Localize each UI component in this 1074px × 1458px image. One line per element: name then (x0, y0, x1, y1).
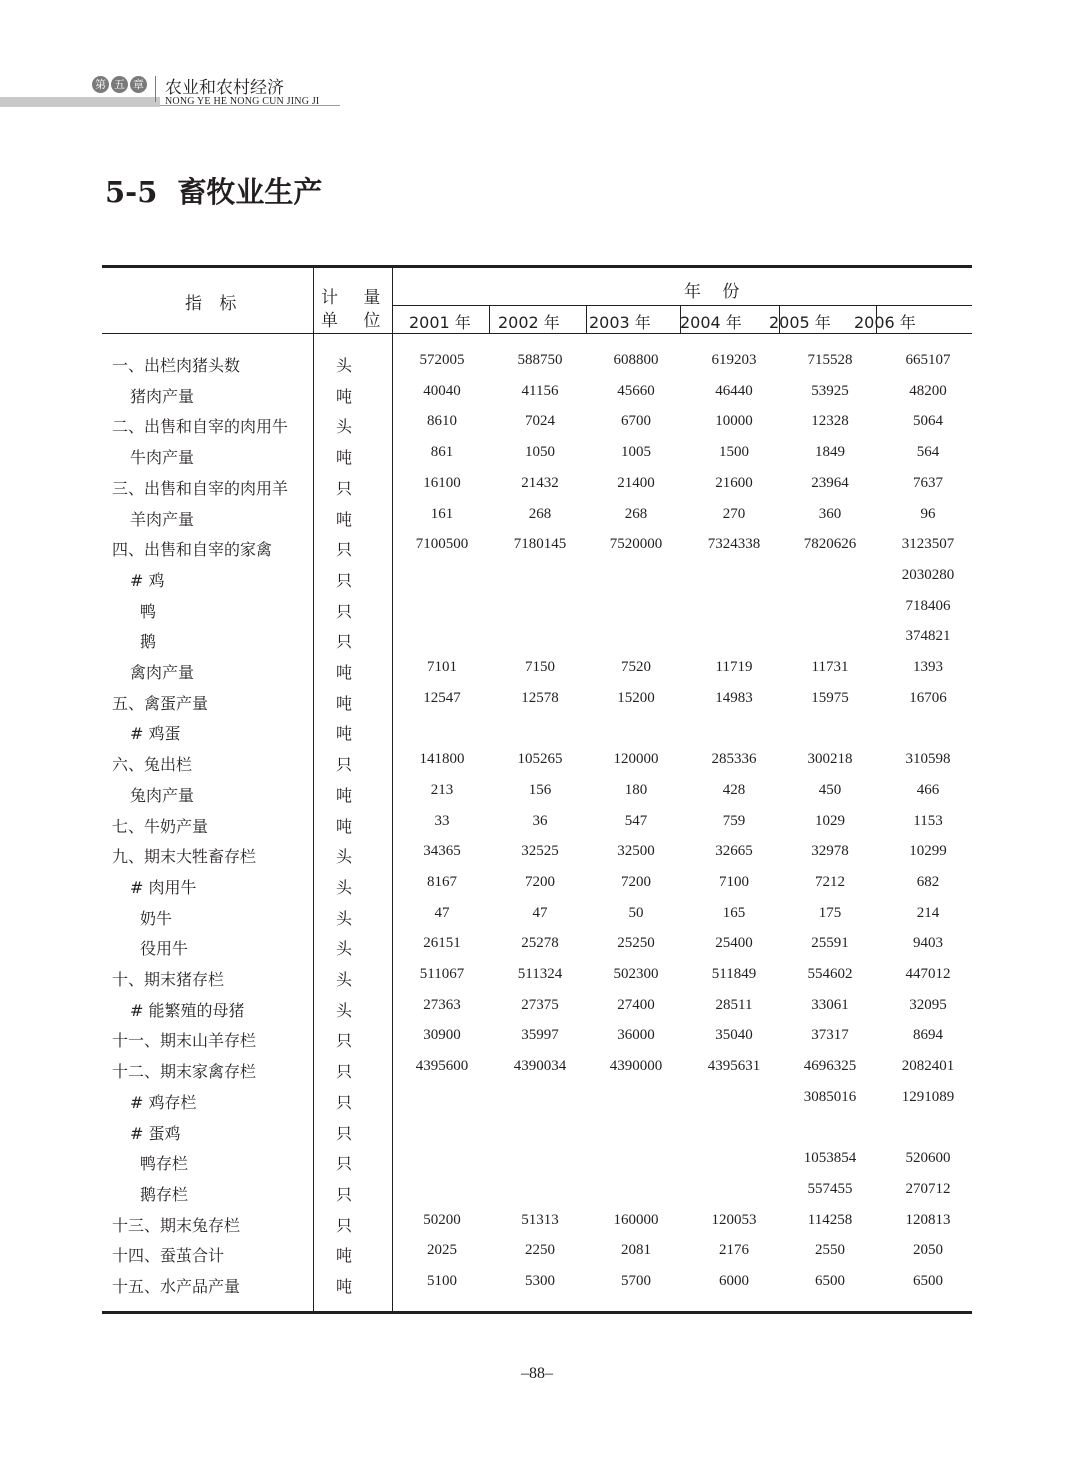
value-cell: 511849 (711, 966, 757, 982)
value-cell: 8694 (913, 1027, 943, 1044)
row-unit: 头 (336, 847, 353, 867)
value-cell: 96 (920, 505, 936, 522)
row-label: 五、禽蛋产量 (112, 693, 209, 713)
row-unit: 只 (336, 540, 353, 560)
value-cell: 32095 (909, 996, 947, 1013)
table-row (0, 1090, 1074, 1120)
row-unit: 只 (336, 570, 353, 590)
year-header: 2003 年 (589, 313, 651, 332)
row-label: # 肉用牛 (130, 877, 197, 897)
year-header: 2004 年 (680, 313, 742, 332)
table-bottom-rule (102, 1311, 972, 1314)
chapter-title: 农业和农村经济 (165, 78, 284, 98)
value-cell: 554602 (807, 966, 853, 982)
value-cell: 10299 (909, 843, 947, 860)
table-row (0, 783, 1074, 813)
table-row (0, 568, 1074, 598)
table-row (0, 384, 1074, 414)
value-cell: 165 (722, 904, 746, 921)
value-cell: 7024 (525, 413, 555, 430)
value-cell: 7101 (427, 659, 457, 675)
row-label: 猪肉产量 (130, 386, 195, 406)
value-cell: 120813 (905, 1211, 951, 1228)
value-cell: 7520000 (609, 536, 663, 553)
row-label: # 能繁殖的母猪 (130, 1000, 245, 1020)
row-label: 十二、期末家禽存栏 (112, 1062, 257, 1082)
row-unit: 吨 (336, 448, 353, 468)
value-cell: 7150 (525, 659, 555, 675)
year-header: 2002 年 (498, 313, 560, 332)
row-unit: 只 (336, 1062, 353, 1082)
value-cell: 47 (434, 904, 450, 921)
value-cell: 4390000 (609, 1058, 663, 1075)
row-label: 七、牛奶产量 (112, 816, 209, 836)
value-cell: 21432 (521, 474, 559, 491)
value-cell: 4395631 (707, 1058, 761, 1075)
value-cell: 2025 (427, 1242, 457, 1259)
value-cell: 608800 (613, 352, 659, 368)
table-row (0, 599, 1074, 629)
value-cell: 27400 (617, 996, 655, 1013)
years-header: 年 份 (684, 282, 748, 302)
value-cell: 50200 (423, 1211, 461, 1228)
row-unit: 只 (336, 1092, 353, 1112)
table-row (0, 1121, 1074, 1151)
value-cell: 32978 (811, 843, 849, 860)
chapter-subtitle: NONG YE HE NONG CUN JING JI (165, 96, 320, 107)
section-name: 畜牧业生产 (177, 175, 323, 209)
unit-header-line2: 单 位 (321, 311, 391, 331)
value-cell: 21400 (617, 474, 655, 491)
value-cell: 300218 (807, 751, 853, 768)
value-cell: 33 (434, 812, 450, 829)
value-cell: 447012 (905, 966, 951, 982)
value-cell: 2081 (621, 1242, 651, 1259)
value-cell: 156 (528, 781, 552, 798)
value-cell: 36000 (617, 1027, 655, 1044)
value-cell: 2050 (913, 1242, 943, 1259)
value-cell: 35997 (521, 1027, 559, 1044)
table-row (0, 1182, 1074, 1212)
value-cell: 270712 (905, 1180, 951, 1197)
row-label: 二、出售和自宰的肉用牛 (112, 417, 289, 437)
header-bar (0, 97, 160, 107)
value-cell: 285336 (711, 751, 757, 768)
row-unit: 吨 (336, 509, 353, 529)
value-cell: 3085016 (803, 1088, 857, 1105)
value-cell: 48200 (909, 382, 947, 399)
row-unit: 头 (336, 939, 353, 959)
value-cell: 7520 (621, 659, 651, 675)
value-cell: 25591 (811, 935, 849, 952)
table-row (0, 445, 1074, 475)
value-cell: 45660 (617, 382, 655, 399)
row-label: 牛肉产量 (130, 448, 195, 468)
table-row (0, 691, 1074, 721)
value-cell: 1153 (913, 812, 943, 829)
value-cell: 511324 (517, 966, 563, 982)
value-cell: 268 (624, 505, 648, 522)
value-cell: 11719 (715, 659, 753, 675)
value-cell: 428 (722, 781, 746, 798)
row-unit: 头 (336, 970, 353, 989)
year-header: 2006 年 (854, 313, 916, 332)
row-unit: 头 (336, 908, 353, 928)
value-cell: 120000 (613, 751, 659, 768)
value-cell: 141800 (419, 751, 465, 768)
table-row (0, 967, 1074, 997)
value-cell: 161 (430, 505, 454, 522)
table-row (0, 1059, 1074, 1089)
row-label: 鸭 (140, 601, 157, 621)
row-unit: 头 (336, 356, 353, 375)
value-cell: 665107 (905, 352, 951, 368)
value-cell: 36 (532, 812, 548, 829)
value-cell: 14983 (715, 689, 753, 706)
row-label: # 鸡 (130, 570, 165, 590)
year-header: 2005 年 (769, 313, 831, 332)
value-cell: 7200 (525, 873, 555, 890)
value-cell: 160000 (613, 1211, 659, 1228)
row-label: 四、出售和自宰的家禽 (112, 540, 273, 560)
chapter-badge: 章 (130, 76, 147, 93)
value-cell: 511067 (419, 966, 465, 982)
value-cell: 12578 (521, 689, 559, 706)
row-label: 十三、期末兔存栏 (112, 1215, 241, 1235)
value-cell: 175 (818, 904, 842, 921)
value-cell: 15200 (617, 689, 655, 706)
row-unit: 只 (336, 478, 353, 498)
value-cell: 502300 (613, 966, 659, 982)
value-cell: 450 (818, 781, 842, 798)
value-cell: 37317 (811, 1027, 849, 1044)
chapter-badges (92, 76, 147, 93)
row-unit: 吨 (336, 1246, 353, 1266)
row-label: 十五、水产品产量 (112, 1277, 241, 1296)
value-cell: 8167 (427, 873, 457, 890)
row-label: 六、兔出栏 (112, 755, 193, 775)
row-label: 十四、蚕茧合计 (112, 1246, 225, 1266)
value-cell: 53925 (811, 382, 849, 399)
row-unit: 吨 (336, 1277, 353, 1296)
chapter-badge: 五 (111, 76, 128, 93)
row-label: # 鸡存栏 (130, 1092, 197, 1112)
value-cell: 41156 (521, 382, 559, 399)
row-unit: 只 (336, 1215, 353, 1235)
value-cell: 1053854 (803, 1150, 857, 1167)
row-label: 九、期末大牲畜存栏 (112, 847, 257, 867)
value-cell: 35040 (715, 1027, 753, 1044)
value-cell: 572005 (419, 352, 465, 368)
row-label: 鸭存栏 (140, 1154, 189, 1174)
value-cell: 1291089 (901, 1088, 955, 1105)
indicator-header: 指 标 (185, 294, 243, 314)
value-cell: 105265 (517, 751, 563, 768)
value-cell: 25250 (617, 935, 655, 952)
value-cell: 32525 (521, 843, 559, 860)
value-cell: 2030280 (901, 566, 955, 583)
section-number: 5-5 (105, 175, 158, 209)
header-divider (155, 76, 156, 102)
value-cell: 15975 (811, 689, 849, 706)
table-row (0, 1213, 1074, 1243)
table-row (0, 906, 1074, 936)
table-row (0, 353, 1074, 383)
table-row (0, 998, 1074, 1028)
row-unit: 只 (336, 1154, 353, 1174)
value-cell: 25278 (521, 935, 559, 952)
row-label: 羊肉产量 (130, 509, 195, 529)
value-cell: 1005 (621, 444, 651, 461)
row-unit: 吨 (336, 386, 353, 406)
value-cell: 120053 (711, 1211, 757, 1228)
value-cell: 6500 (815, 1273, 845, 1289)
value-cell: 2250 (525, 1242, 555, 1259)
value-cell: 27363 (423, 996, 461, 1013)
table-row (0, 1243, 1074, 1273)
value-cell: 40040 (423, 382, 461, 399)
value-cell: 8610 (427, 413, 457, 430)
value-cell: 47 (532, 904, 548, 921)
value-cell: 4390034 (513, 1058, 567, 1075)
row-label: 役用牛 (140, 939, 189, 959)
value-cell: 5300 (525, 1273, 555, 1289)
year-cell-divider (586, 305, 587, 333)
value-cell: 7200 (621, 873, 651, 890)
row-label: # 鸡蛋 (130, 724, 181, 744)
table-row (0, 844, 1074, 874)
value-cell: 26151 (423, 935, 461, 952)
table-row (0, 629, 1074, 659)
table-row (0, 1151, 1074, 1181)
row-unit: 只 (336, 1123, 353, 1143)
year-header-rule (392, 305, 972, 306)
table-row (0, 814, 1074, 844)
value-cell: 619203 (711, 352, 757, 368)
row-label: 三、出售和自宰的肉用羊 (112, 478, 289, 498)
value-cell: 34365 (423, 843, 461, 860)
year-cell-divider (489, 305, 490, 333)
value-cell: 7324338 (707, 536, 761, 553)
value-cell: 23964 (811, 474, 849, 491)
value-cell: 374821 (905, 628, 951, 645)
value-cell: 30900 (423, 1027, 461, 1044)
value-cell: 16100 (423, 474, 461, 491)
value-cell: 2082401 (901, 1058, 955, 1075)
row-unit: 头 (336, 1000, 353, 1020)
value-cell: 1393 (913, 659, 943, 675)
table-top-rule (102, 265, 972, 268)
row-unit: 吨 (336, 724, 353, 744)
section-title (105, 170, 322, 211)
row-unit: 头 (336, 877, 353, 897)
unit-header-line1: 计 量 (321, 288, 391, 308)
row-unit: 只 (336, 1031, 353, 1051)
table-row (0, 936, 1074, 966)
value-cell: 7637 (913, 474, 943, 491)
value-cell: 7100 (719, 873, 749, 890)
value-cell: 557455 (807, 1180, 853, 1197)
value-cell: 718406 (905, 597, 951, 614)
value-cell: 6500 (913, 1273, 943, 1289)
row-label: 鹅存栏 (140, 1184, 189, 1204)
page-number: –88– (521, 1365, 553, 1382)
value-cell: 1050 (525, 444, 555, 461)
value-cell: 3123507 (901, 536, 955, 553)
value-cell: 520600 (905, 1150, 951, 1167)
year-header: 2001 年 (409, 313, 471, 332)
row-unit: 只 (336, 755, 353, 775)
row-label: 十一、期末山羊存栏 (112, 1031, 257, 1051)
value-cell: 7100500 (415, 536, 469, 553)
header-bottom-rule (102, 333, 972, 334)
table-row (0, 476, 1074, 506)
value-cell: 310598 (905, 751, 951, 768)
value-cell: 5700 (621, 1273, 651, 1289)
value-cell: 16706 (909, 689, 947, 706)
value-cell: 7212 (815, 873, 845, 890)
value-cell: 5100 (427, 1273, 457, 1289)
value-cell: 7820626 (803, 536, 857, 553)
value-cell: 11731 (811, 659, 849, 675)
table-row (0, 660, 1074, 690)
value-cell: 46440 (715, 382, 753, 399)
row-unit: 只 (336, 632, 353, 652)
row-unit: 吨 (336, 816, 353, 836)
value-cell: 114258 (807, 1211, 853, 1228)
value-cell: 25400 (715, 935, 753, 952)
table-row (0, 414, 1074, 444)
value-cell: 6000 (719, 1273, 749, 1289)
value-cell: 2550 (815, 1242, 845, 1259)
value-cell: 10000 (715, 413, 753, 430)
row-unit: 吨 (336, 785, 353, 805)
value-cell: 466 (916, 781, 940, 798)
value-cell: 27375 (521, 996, 559, 1013)
value-cell: 12547 (423, 689, 461, 706)
table-row (0, 752, 1074, 782)
row-unit: 只 (336, 1184, 353, 1204)
value-cell: 759 (722, 812, 746, 829)
value-cell: 1849 (815, 444, 845, 461)
row-unit: 头 (336, 417, 353, 437)
table-row (0, 1028, 1074, 1058)
value-cell: 32665 (715, 843, 753, 860)
value-cell: 28511 (715, 996, 753, 1013)
row-label: 十、期末猪存栏 (112, 970, 225, 989)
table-row (0, 875, 1074, 905)
value-cell: 12328 (811, 413, 849, 430)
row-label: 兔肉产量 (130, 785, 195, 805)
row-label: 奶牛 (140, 908, 173, 928)
chapter-badge: 第 (92, 76, 109, 93)
value-cell: 588750 (517, 352, 563, 368)
value-cell: 7180145 (513, 536, 567, 553)
value-cell: 682 (916, 873, 940, 890)
row-unit: 只 (336, 601, 353, 621)
row-label: 一、出栏肉猪头数 (112, 356, 241, 375)
row-unit: 吨 (336, 663, 353, 682)
row-unit: 吨 (336, 693, 353, 713)
value-cell: 4395600 (415, 1058, 469, 1075)
table-row (0, 721, 1074, 751)
value-cell: 32500 (617, 843, 655, 860)
value-cell: 268 (528, 505, 552, 522)
value-cell: 2176 (719, 1242, 749, 1259)
row-label: 鹅 (140, 632, 157, 652)
value-cell: 1500 (719, 444, 749, 461)
value-cell: 214 (916, 904, 940, 921)
table-row (0, 537, 1074, 567)
value-cell: 360 (818, 505, 842, 522)
value-cell: 1029 (815, 812, 845, 829)
value-cell: 51313 (521, 1211, 559, 1228)
value-cell: 50 (628, 904, 644, 921)
value-cell: 180 (624, 781, 648, 798)
table-row (0, 1274, 1074, 1304)
value-cell: 715528 (807, 352, 853, 368)
value-cell: 4696325 (803, 1058, 857, 1075)
value-cell: 564 (916, 444, 940, 461)
value-cell: 33061 (811, 996, 849, 1013)
value-cell: 861 (430, 444, 454, 461)
value-cell: 21600 (715, 474, 753, 491)
value-cell: 547 (624, 812, 648, 829)
value-cell: 5064 (913, 413, 943, 430)
row-label: 禽肉产量 (130, 663, 195, 682)
table-row (0, 507, 1074, 537)
value-cell: 213 (430, 781, 454, 798)
value-cell: 270 (722, 505, 746, 522)
value-cell: 6700 (621, 413, 651, 430)
row-label: # 蛋鸡 (130, 1123, 181, 1143)
value-cell: 9403 (913, 935, 943, 952)
